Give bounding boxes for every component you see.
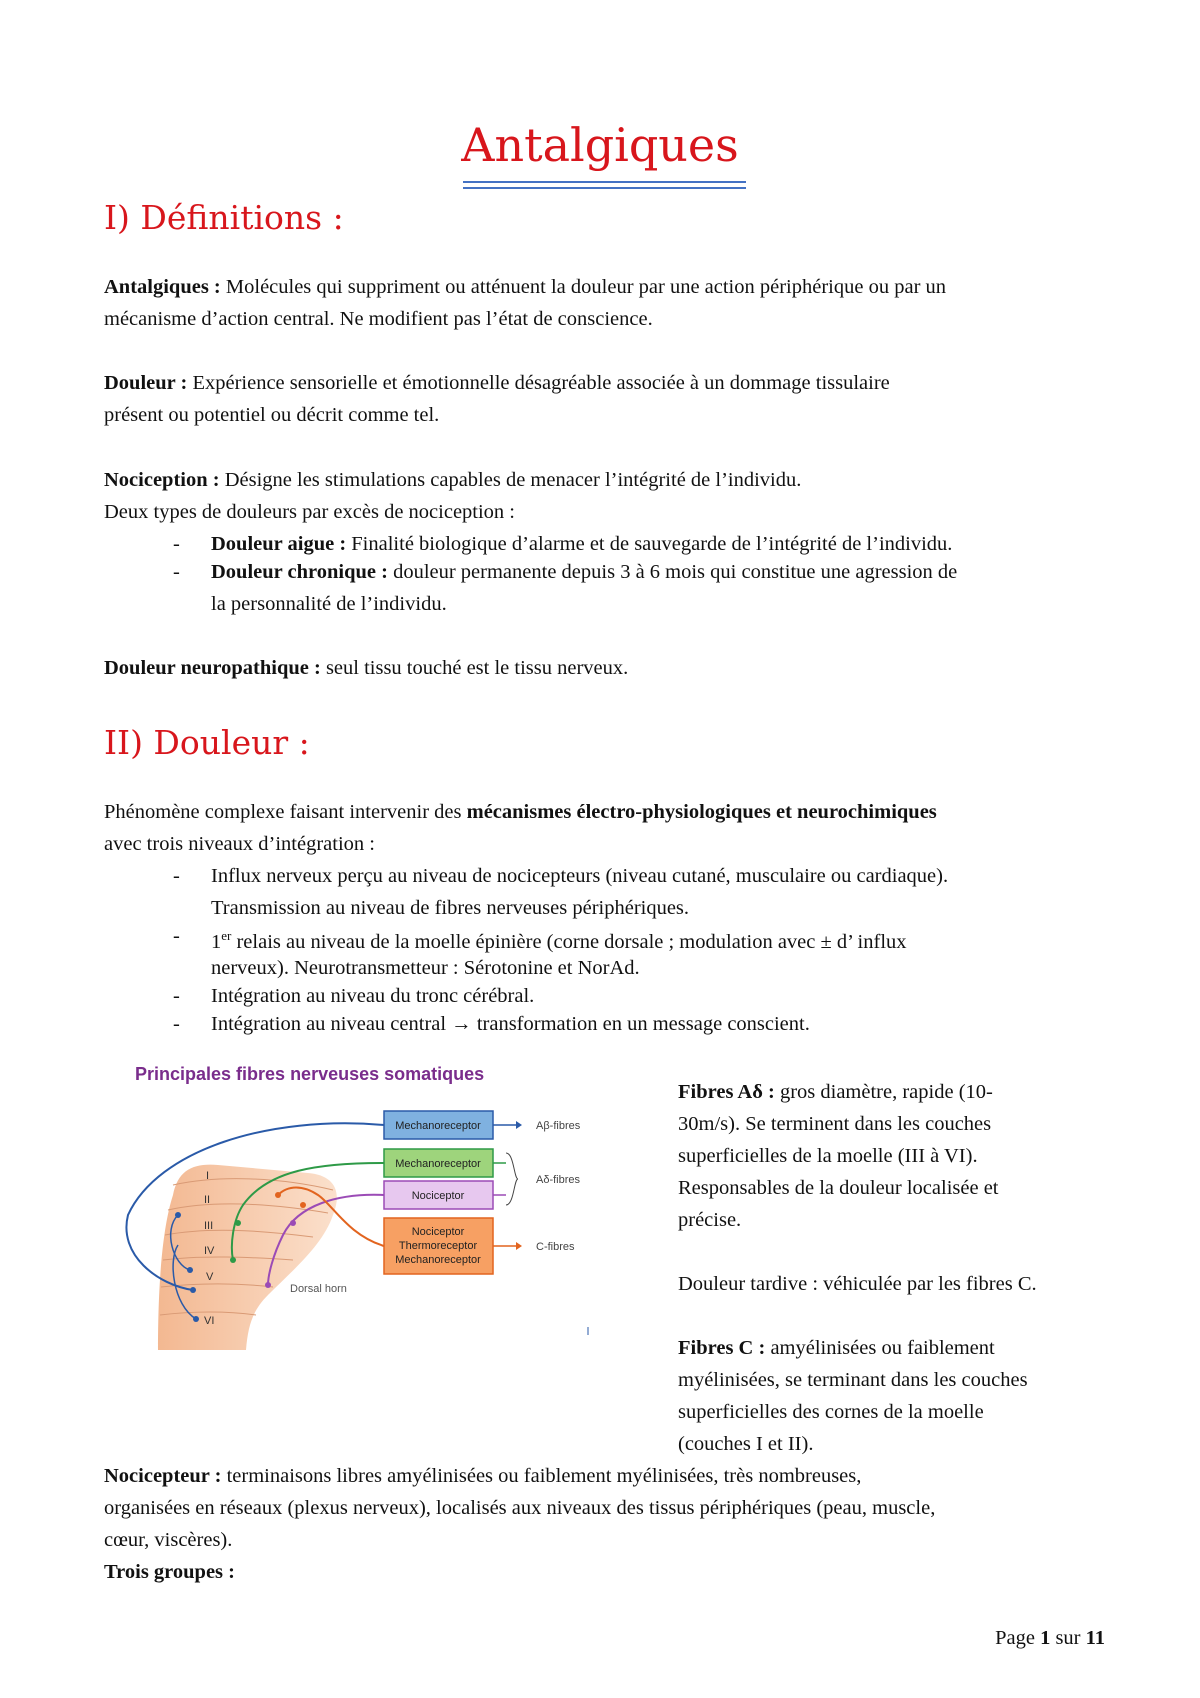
term: Douleur :: [104, 372, 188, 394]
text: Phénomène complexe faisant intervenir des: [104, 801, 467, 823]
text: transformation en un message conscient.: [471, 1013, 810, 1035]
fibre-label-ab: Aβ-fibres: [536, 1120, 581, 1132]
box-label: Mechanoreceptor: [395, 1254, 481, 1266]
list-item-central: [211, 1008, 1111, 1040]
fibres-c-line2: myélinisées, se terminant dans les couches: [678, 1369, 1028, 1391]
text: Désigne les stimulations capables de menacer l’intégrité de l’individu.: [219, 469, 802, 491]
term: Fibres C :: [678, 1337, 766, 1359]
fibres-ad-line4: Responsables de la douleur localisée et: [678, 1177, 999, 1199]
text: Finalité biologique d’alarme et de sauvegarde de l’intégrité de l’individu.: [346, 533, 953, 555]
box-label: Nociceptor: [411, 1190, 465, 1202]
definition-antalgiques-line2: mécanisme d’action central. Ne modifient pas l’état de conscience.: [104, 308, 653, 330]
list-item-chronique: [211, 556, 1111, 588]
fibres-c-line1: [678, 1332, 1118, 1365]
nocicepteur-line2: organisées en réseaux (plexus nerveux), localisés aux niveaux des tissus périphériques (peau, muscle,: [104, 1497, 936, 1519]
title-underline: [463, 181, 746, 183]
bullet-dash: -: [173, 865, 180, 887]
definition-nociception: [104, 464, 1104, 496]
term: Douleur chronique :: [211, 561, 388, 583]
douleur-tardive: Douleur tardive : véhiculée par les fibres C.: [678, 1273, 1037, 1295]
box-label: Nociceptor: [411, 1226, 465, 1238]
text: seul tissu touché est le tissu nerveux.: [320, 657, 629, 679]
fibres-ad-line5: précise.: [678, 1209, 742, 1231]
bullet-dash: -: [173, 561, 180, 583]
term: Nociception :: [104, 469, 220, 491]
fibre-label-ad: Aδ-fibres: [536, 1174, 581, 1186]
definition-antalgiques-line1: [104, 271, 1104, 303]
definition-douleur-line2: présent ou potentiel ou décrit comme tel.: [104, 404, 440, 426]
ad-brace: [506, 1153, 518, 1205]
text: sur: [1050, 1627, 1086, 1649]
layer-label: I: [206, 1170, 210, 1182]
term: Antalgiques :: [104, 276, 221, 298]
term: Douleur aigue :: [211, 533, 347, 555]
bullet-dash: -: [173, 925, 180, 947]
arrow-icon: →: [451, 1013, 472, 1035]
box-label: Mechanoreceptor: [395, 1158, 481, 1170]
fibres-c-line3: superficielles des cornes de la moelle: [678, 1401, 984, 1423]
box-label: Thermoreceptor: [398, 1240, 478, 1252]
douleur-intro-line1: [104, 796, 1104, 828]
fibres-ad-line3: superficielles de la moelle (III à VI).: [678, 1145, 978, 1167]
term: Nocicepteur :: [104, 1465, 222, 1487]
term: Douleur neuropathique :: [104, 657, 321, 679]
text: amyélinisées ou faiblement: [765, 1337, 995, 1359]
text: Molécules qui suppriment ou atténuent la douleur par une action périphérique ou par un: [220, 276, 947, 298]
fibres-c-line4: (couches I et II).: [678, 1433, 814, 1455]
fibres-ad-line2: 30m/s). Se terminent dans les couches: [678, 1113, 992, 1135]
term: Fibres Aδ :: [678, 1081, 775, 1103]
nocicepteur-line3: cœur, viscères).: [104, 1529, 233, 1551]
page-footer: [995, 1627, 1105, 1650]
bold-text: Trois groupes :: [104, 1561, 235, 1583]
definition-douleur-line1: [104, 367, 1104, 399]
box-label: Mechanoreceptor: [395, 1120, 481, 1132]
fibres-ad-line1: [678, 1076, 1118, 1109]
document-title: Antalgiques: [461, 118, 739, 172]
section-heading-definitions: I) Définitions :: [104, 198, 344, 237]
dorsal-horn-label: Dorsal horn: [290, 1283, 347, 1295]
list-item-tronc: Intégration au niveau du tronc cérébral.: [211, 985, 535, 1007]
trois-groupes: [104, 1556, 1104, 1588]
list-item-relais-line2: nerveux). Neurotransmetteur : Sérotonine et NorAd.: [211, 957, 640, 979]
list-item-chronique-line2: la personnalité de l’individu.: [211, 593, 447, 615]
layer-label: III: [204, 1220, 214, 1232]
list-item-influx-line2: Transmission au niveau de fibres nerveuses périphériques.: [211, 897, 690, 919]
figure-title: Principales fibres nerveuses somatiques: [135, 1064, 485, 1084]
nocicepteur-line1: [104, 1460, 1104, 1492]
text: terminaisons libres amyélinisées ou faiblement myélinisées, très nombreuses,: [221, 1465, 862, 1487]
section-heading-douleur: II) Douleur :: [104, 723, 310, 762]
text: Page: [995, 1627, 1041, 1649]
superscript: er: [221, 928, 232, 943]
fibres-figure: [118, 1055, 618, 1360]
list-item-influx: Influx nerveux perçu au niveau de nocicepteurs (niveau cutané, musculaire ou cardiaque).: [211, 865, 949, 887]
page-number: 1: [1040, 1627, 1051, 1649]
deux-types-text: Deux types de douleurs par excès de nociception :: [104, 501, 516, 523]
bullet-dash: -: [173, 985, 180, 1007]
layer-label: II: [204, 1194, 211, 1206]
text: 1: [211, 930, 222, 953]
bold-text: mécanismes électro-physiologiques et neurochimiques: [466, 801, 937, 823]
text: relais au niveau de la moelle épinière (corne dorsale ; modulation avec ± d’ influx: [231, 930, 907, 953]
text: douleur permanente depuis 3 à 6 mois qui constitue une agression de: [387, 561, 958, 583]
title-underline-2: [463, 187, 746, 189]
text: Intégration au niveau central: [211, 1013, 452, 1035]
layer-label: VI: [204, 1315, 215, 1327]
layer-label: IV: [204, 1245, 215, 1257]
page-total: 11: [1085, 1627, 1105, 1649]
bullet-dash: -: [173, 533, 180, 555]
text: gros diamètre, rapide (10-: [774, 1081, 993, 1103]
douleur-intro-line2: avec trois niveaux d’intégration :: [104, 833, 375, 855]
text: Expérience sensorielle et émotionnelle désagréable associée à un dommage tissulaire: [187, 372, 890, 394]
fibre-label-c: C-fibres: [536, 1241, 575, 1253]
definition-neuropathique: [104, 652, 1104, 684]
bullet-dash: -: [173, 1013, 180, 1035]
layer-label: V: [206, 1271, 214, 1283]
